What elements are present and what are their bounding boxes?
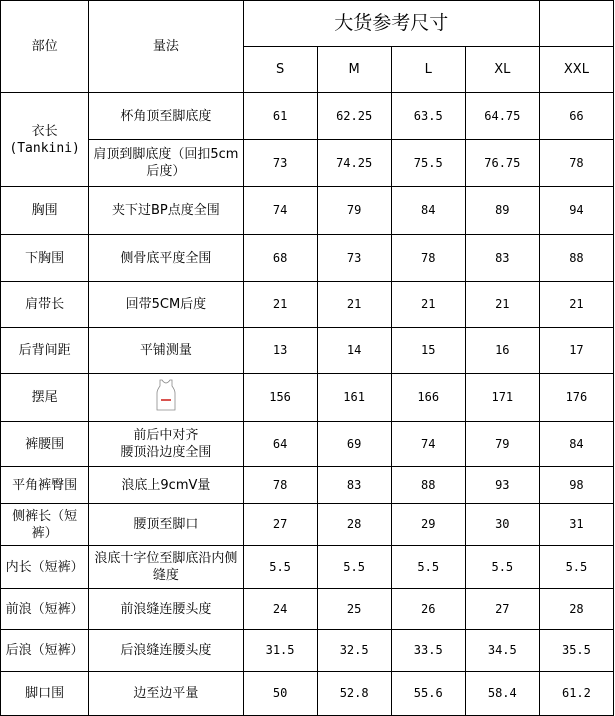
- row-value: 94: [539, 187, 613, 235]
- row-value: 171: [465, 374, 539, 422]
- row-value: 88: [539, 235, 613, 282]
- row-value: 83: [465, 235, 539, 282]
- row-value: 78: [243, 467, 317, 504]
- row-method: 浪底上9cmV量: [89, 467, 243, 504]
- row-value: 84: [391, 187, 465, 235]
- row-method: 夹下过BP点度全围: [89, 187, 243, 235]
- row-part: 平角裤臀围: [1, 467, 89, 504]
- row-value: 30: [465, 504, 539, 546]
- row-method: 前后中对齐 腰顶沿边度全围: [89, 422, 243, 467]
- tank-top-icon: [156, 379, 176, 416]
- row-method: 腰顶至脚口: [89, 504, 243, 546]
- row-value: 21: [391, 282, 465, 328]
- row-value: 73: [243, 140, 317, 187]
- row-value: 93: [465, 467, 539, 504]
- table-row: [1, 422, 614, 467]
- row-value: 29: [391, 504, 465, 546]
- row-part: 肩带长: [1, 282, 89, 328]
- row-value: 66: [539, 93, 613, 140]
- row-value: 26: [391, 589, 465, 630]
- row-method: 肩顶到脚底度（回扣5cm后度）: [89, 140, 243, 187]
- row-method: 后浪缝连腰头度: [89, 630, 243, 672]
- row-method-thumb: [89, 374, 243, 422]
- table-row: [1, 187, 614, 235]
- row-value: 24: [243, 589, 317, 630]
- table-row: [1, 589, 614, 630]
- row-value: 166: [391, 374, 465, 422]
- table-row: [1, 672, 614, 716]
- row-value: 16: [465, 328, 539, 374]
- row-part: 胸围: [1, 187, 89, 235]
- row-part: 后浪（短裤）: [1, 630, 89, 672]
- row-value: 176: [539, 374, 613, 422]
- table-row: [1, 630, 614, 672]
- row-value: 21: [539, 282, 613, 328]
- row-method: 回带5CM后度: [89, 282, 243, 328]
- row-part: 侧裤长（短裤）: [1, 504, 89, 546]
- size-xxl: XXL: [539, 47, 613, 93]
- row-value: 35.5: [539, 630, 613, 672]
- row-method: 侧骨底平度全围: [89, 235, 243, 282]
- row-value: 27: [243, 504, 317, 546]
- row-value: 33.5: [391, 630, 465, 672]
- table-row: [1, 140, 614, 187]
- row-value: 84: [539, 422, 613, 467]
- row-part: 前浪（短裤）: [1, 589, 89, 630]
- table-row: [1, 93, 614, 140]
- row-method: 杯角顶至脚底度: [89, 93, 243, 140]
- row-value: 75.5: [391, 140, 465, 187]
- row-value: 25: [317, 589, 391, 630]
- row-value: 5.5: [317, 546, 391, 589]
- row-method: 前浪缝连腰头度: [89, 589, 243, 630]
- row-value: 5.5: [539, 546, 613, 589]
- row-part: 摆尾: [1, 374, 89, 422]
- row-value: 61.2: [539, 672, 613, 716]
- header-row-title: [1, 1, 614, 47]
- table-row: [1, 467, 614, 504]
- row-value: 14: [317, 328, 391, 374]
- table-row: [1, 546, 614, 589]
- size-l: L: [391, 47, 465, 93]
- row-value: 13: [243, 328, 317, 374]
- row-value: 28: [317, 504, 391, 546]
- table-row: [1, 235, 614, 282]
- size-xl: XL: [465, 47, 539, 93]
- row-value: 161: [317, 374, 391, 422]
- header-part: 部位: [1, 1, 89, 93]
- row-value: 21: [465, 282, 539, 328]
- table-row: [1, 374, 614, 422]
- row-method: 浪底十字位至脚底沿内侧缝度: [89, 546, 243, 589]
- table-row: [1, 328, 614, 374]
- row-value: 78: [391, 235, 465, 282]
- row-value: 74.25: [317, 140, 391, 187]
- row-value: 79: [465, 422, 539, 467]
- row-value: 15: [391, 328, 465, 374]
- row-value: 52.8: [317, 672, 391, 716]
- row-value: 55.6: [391, 672, 465, 716]
- row-value: 58.4: [465, 672, 539, 716]
- row-value: 21: [243, 282, 317, 328]
- row-value: 32.5: [317, 630, 391, 672]
- row-part: [1, 93, 89, 187]
- row-value: 76.75: [465, 140, 539, 187]
- row-value: 79: [317, 187, 391, 235]
- row-value: 5.5: [243, 546, 317, 589]
- row-value: 21: [317, 282, 391, 328]
- row-part: 内长（短裤）: [1, 546, 89, 589]
- row-value: 61: [243, 93, 317, 140]
- row-value: 83: [317, 467, 391, 504]
- row-part: 裤腰围: [1, 422, 89, 467]
- table-row: [1, 282, 614, 328]
- row-value: 78: [539, 140, 613, 187]
- row-part-text: 衣长 (Tankini): [9, 123, 80, 156]
- row-value: 5.5: [391, 546, 465, 589]
- row-method: 边至边平量: [89, 672, 243, 716]
- row-value: 63.5: [391, 93, 465, 140]
- row-value: 31.5: [243, 630, 317, 672]
- row-part: 下胸围: [1, 235, 89, 282]
- row-value: 5.5: [465, 546, 539, 589]
- row-method: 平铺测量: [89, 328, 243, 374]
- row-value: 156: [243, 374, 317, 422]
- row-part: 后背间距: [1, 328, 89, 374]
- row-value: 74: [391, 422, 465, 467]
- row-value: 62.25: [317, 93, 391, 140]
- row-value: 64.75: [465, 93, 539, 140]
- row-value: 98: [539, 467, 613, 504]
- row-value: 27: [465, 589, 539, 630]
- row-value: 64: [243, 422, 317, 467]
- header-title-blank: [539, 1, 613, 47]
- row-value: 73: [317, 235, 391, 282]
- row-value: 17: [539, 328, 613, 374]
- size-s: S: [243, 47, 317, 93]
- row-value: 68: [243, 235, 317, 282]
- size-m: M: [317, 47, 391, 93]
- row-part: 脚口围: [1, 672, 89, 716]
- row-value: 88: [391, 467, 465, 504]
- row-value: 31: [539, 504, 613, 546]
- row-value: 69: [317, 422, 391, 467]
- table-row: [1, 504, 614, 546]
- header-title: 大货参考尺寸: [243, 1, 539, 47]
- header-method: 量法: [89, 1, 243, 93]
- row-value: 34.5: [465, 630, 539, 672]
- row-value: 28: [539, 589, 613, 630]
- row-value: 74: [243, 187, 317, 235]
- row-value: 89: [465, 187, 539, 235]
- row-value: 50: [243, 672, 317, 716]
